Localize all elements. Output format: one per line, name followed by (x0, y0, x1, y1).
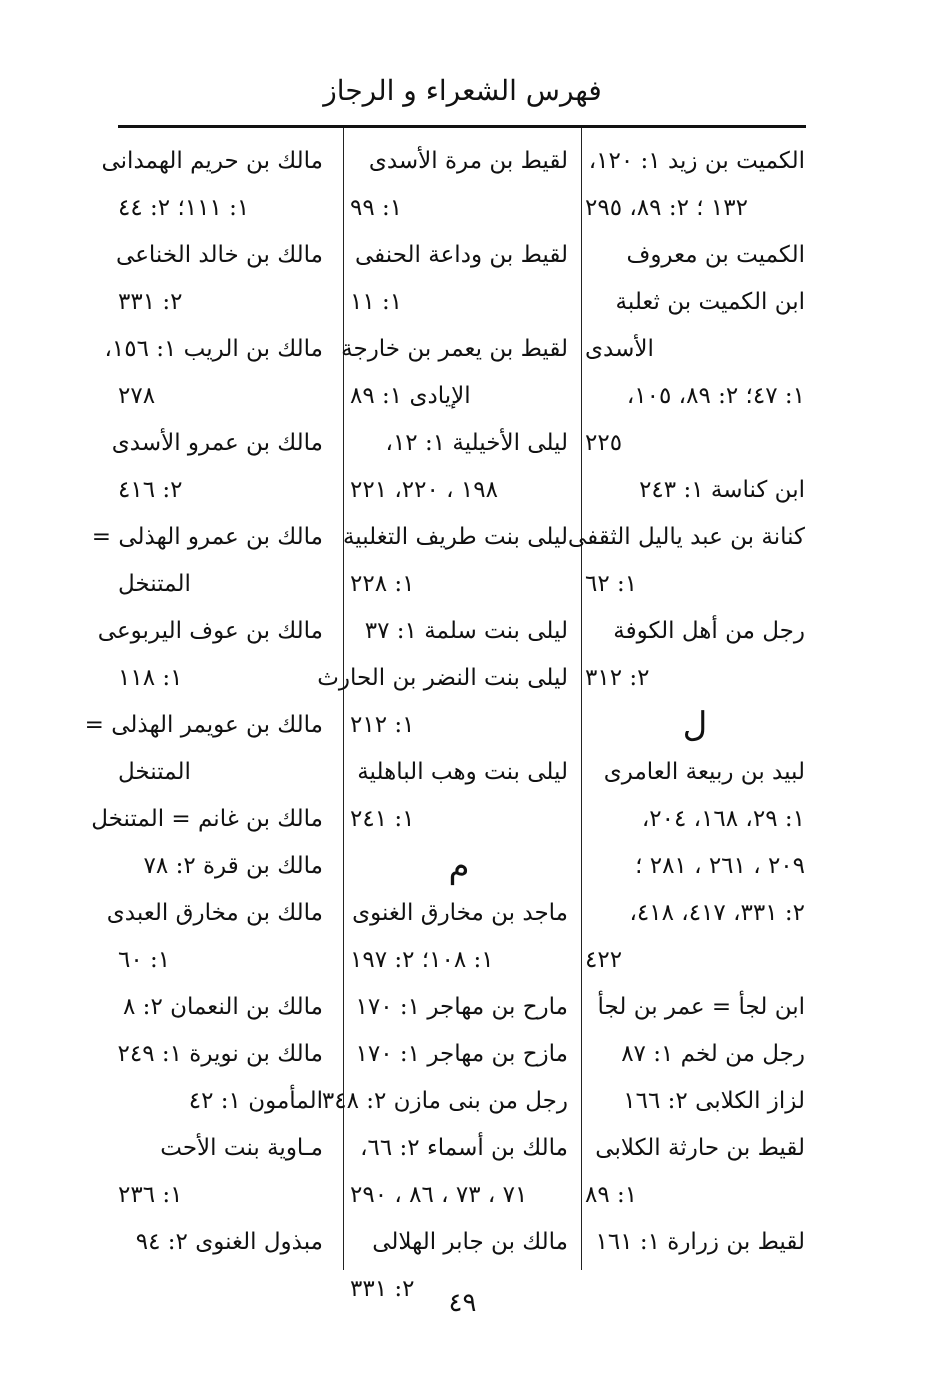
index-entry-line: الإيادى ١: ٨٩ (350, 383, 471, 409)
index-entry-line: مالك بن جابر الهلالى (372, 1229, 568, 1255)
index-entry-line: ١: ١١١؛ ٢: ٤٤ (118, 195, 250, 221)
index-entry-line: ١: ١١٨ (118, 665, 183, 691)
index-entry-line: ١: ٢٣٦ (118, 1182, 183, 1208)
header-rule (118, 125, 806, 128)
index-entry-line: ليلى بنت طريف التغلبية (342, 524, 568, 550)
index-entry-line: الكميت بن معروف (626, 242, 805, 268)
index-entry-line: ١: ٨٩ (585, 1182, 638, 1208)
index-entry-line: ١: ١٠٨؛ ٢: ١٩٧ (350, 947, 494, 973)
index-entry-line: ١: ٦٢ (585, 571, 638, 597)
index-entry-line: رجل من لخم ١: ٨٧ (621, 1041, 805, 1067)
index-entry-line: مالك بن النعمان ٢: ٨ (123, 994, 323, 1020)
index-entry-line: رجل من بنى مازن ٢: ٣٤٨ (321, 1088, 568, 1114)
index-entry-line: الأسدى (585, 336, 654, 362)
index-entry-line: كنانة بن عبد ياليل الثقفى (567, 524, 805, 550)
index-entry-line: ٧١ ، ٧٣ ، ٨٦ ، ٢٩٠ (350, 1182, 528, 1208)
index-column-left (84, 138, 323, 1266)
index-entry-line: ماجد بن مخارق الغنوى (352, 900, 568, 926)
column-divider-right (581, 128, 582, 1270)
index-entry-line: ليلى بنت وهب الباهلية (357, 759, 568, 785)
index-entry-line: مالك بن نويرة ١: ٢٤٩ (117, 1041, 323, 1067)
index-entry-line: المتنخل (118, 571, 191, 597)
index-entry-line: مالك بن حريم الهمدانى (101, 148, 323, 174)
index-entry-line: مالك بن عمرو الهذلى = (91, 524, 323, 550)
index-entry-line: مالك بن الريب ١: ١٥٦، (104, 336, 323, 362)
index-entry-line: ١٩٨ ، ٢٢٠، ٢٢١ (350, 477, 498, 503)
index-entry-line: ٢: ٣٣١، ٤١٧، ٤١٨، (629, 900, 805, 926)
index-entry-line: لقيط بن وداعة الحنفى (354, 242, 568, 268)
index-entry-line: ٢٢٥ (585, 430, 623, 456)
index-entry-line: ٢: ٤١٦ (118, 477, 183, 503)
index-entry-line: ابن لجأ = عمر بن لجأ (597, 994, 805, 1020)
index-entry-line: مالك بن عويمر الهذلى = (84, 712, 323, 738)
index-entry-line: مالك بن أسماء ٢: ٦٦، (360, 1135, 568, 1161)
page-title: فهرس الشعراء و الرجاز (323, 74, 602, 107)
index-entry-line: مبذول الغنوى ٢: ٩٤ (135, 1229, 323, 1255)
index-entry-line: مالك بن مخارق العبدى (106, 900, 323, 926)
index-entry-line: ليلى الأخيلية ١: ١٢، (385, 430, 568, 456)
index-entry-line: مارح بن مهاجر ١: ١٧٠ (355, 994, 568, 1020)
index-entry-line: مالك بن عمرو الأسدى (111, 430, 323, 456)
index-entry-line: المتنخل (118, 759, 191, 785)
index-entry-line: ٤٢٢ (585, 947, 623, 973)
index-entry-line: لقيط بن مرة الأسدى (368, 148, 568, 174)
index-entry-line: الكميت بن زيد ١: ١٢٠، (588, 148, 805, 174)
index-entry-line: ٢٠٩ ، ٢٦١ ، ٢٨١ ؛ (635, 853, 805, 879)
index-entry-line: ١: ٢٤١ (350, 806, 415, 832)
index-entry-line: مالك بن غانم = المتنخل (91, 806, 323, 832)
index-entry-line: ٢: ٣١٢ (585, 665, 650, 691)
index-entry-line: ١: ٢٩، ١٦٨، ٢٠٤، (641, 806, 805, 832)
index-entry-line: مالك بن قرة ٢: ٧٨ (143, 853, 323, 879)
index-entry-line: ١: ٤٧؛ ٢: ٨٩، ١٠٥، (626, 383, 805, 409)
index-entry-line: ١: ٩٩ (350, 195, 403, 221)
index-column-right (567, 138, 805, 1266)
index-entry-line: ليلى بنت النضر بن الحارث (317, 665, 568, 691)
section-letter: م (448, 846, 470, 886)
index-entry-line: لبيد بن ربيعة العامرى (603, 759, 805, 785)
index-entry-line: مالك بن خالد الخناعى (116, 242, 323, 268)
index-entry-line: لقيط بن زرارة ١: ١٦١ (595, 1229, 805, 1255)
index-entry-line: ٢: ٣٣١ (118, 289, 183, 315)
index-entry-line: مازح بن مهاجر ١: ١٧٠ (355, 1041, 568, 1067)
index-entry-line: ١: ٢١٢ (350, 712, 415, 738)
index-entry-line: المأمون ١: ٤٢ (188, 1088, 323, 1114)
index-entry-line: رجل من أهل الكوفة (613, 618, 805, 644)
index-entry-line: ١: ٢٢٨ (350, 571, 415, 597)
index-entry-line: مـاوية بنت الأحت (160, 1135, 323, 1161)
index-entry-line: مالك بن عوف اليربوعى (97, 618, 323, 644)
section-letter: ل (682, 705, 708, 745)
index-entry-line: ٢: ٣٣١ (350, 1276, 415, 1302)
index-entry-line: ابن كناسة ١: ٢٤٣ (639, 477, 805, 503)
index-entry-line: ١٣٢ ؛ ٢: ٨٩، ٢٩٥ (585, 195, 748, 221)
page-number: ٤٩ (448, 1288, 477, 1318)
index-entry-line: ٢٧٨ (118, 383, 156, 409)
index-column-middle (317, 138, 568, 1313)
index-entry-line: ليلى بنت سلمة ١: ٣٧ (364, 618, 568, 644)
index-entry-line: لقيط بن حارثة الكلابى (595, 1135, 805, 1161)
index-entry-line: لزاز الكلابى ٢: ١٦٦ (623, 1088, 805, 1114)
index-entry-line: ابن الكميت بن ثعلبة (615, 289, 805, 315)
index-entry-line: لقيط بن يعمر بن خارجة (341, 336, 568, 362)
index-entry-line: ١: ٦٠ (118, 947, 171, 973)
index-entry-line: ١: ١١ (350, 289, 403, 315)
